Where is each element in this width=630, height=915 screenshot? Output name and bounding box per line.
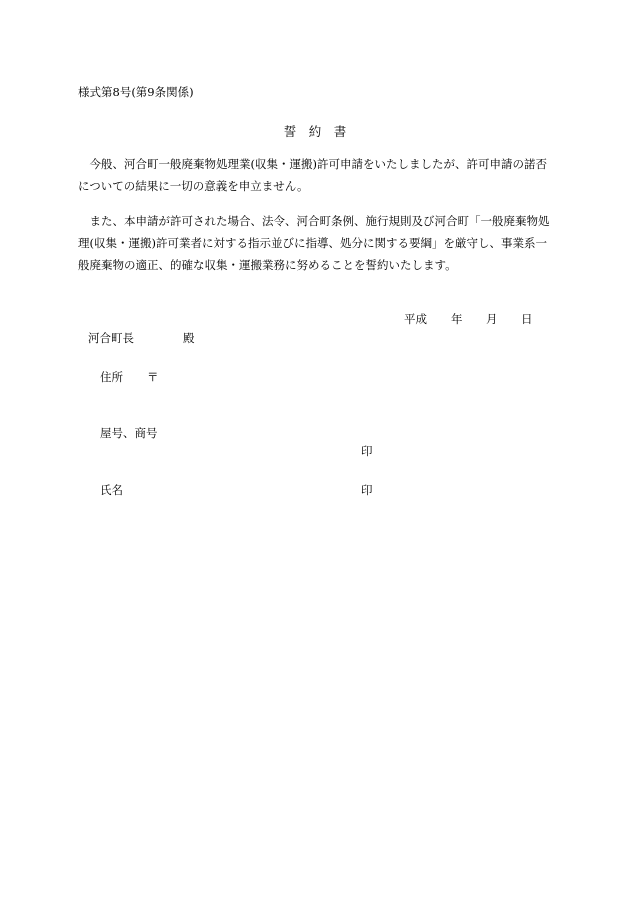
- form-number: 様式第8号(第9条関係): [78, 85, 194, 99]
- date-era: 平成: [404, 312, 427, 326]
- date-year: 年: [451, 312, 463, 326]
- paragraph-objection-waiver: 今般、河合町一般廃棄物処理業(収集・運搬)許可申請をいたしましたが、許可申請の諾否についての結果に一切の意義を申立ません。: [78, 157, 547, 193]
- date-month: 月: [486, 312, 498, 326]
- document-title: 誓 約 書: [283, 124, 347, 139]
- paragraph-compliance-pledge: また、本申請が許可された場合、法令、河合町条例、施行規則及び河合町「一般廃棄物処理(収集・運搬)許可業者に対する指示並びに指導、処分に関する要綱」を厳守し、事業系一般廃棄物の適正、的確な収集・運搬業務に努めることを誓約いたします。: [78, 214, 550, 272]
- address-label: 住所: [100, 370, 123, 384]
- postal-mark: 〒: [147, 370, 159, 384]
- date-day: 日: [521, 312, 533, 326]
- addressee-honorific: 殿: [183, 331, 195, 345]
- name-label: 氏名: [100, 483, 123, 497]
- seal-mark-name: 印: [361, 483, 373, 497]
- addressee-name: 河合町長: [88, 331, 134, 345]
- business-name-label: 屋号、商号: [100, 426, 158, 440]
- seal-mark-business: 印: [361, 444, 373, 458]
